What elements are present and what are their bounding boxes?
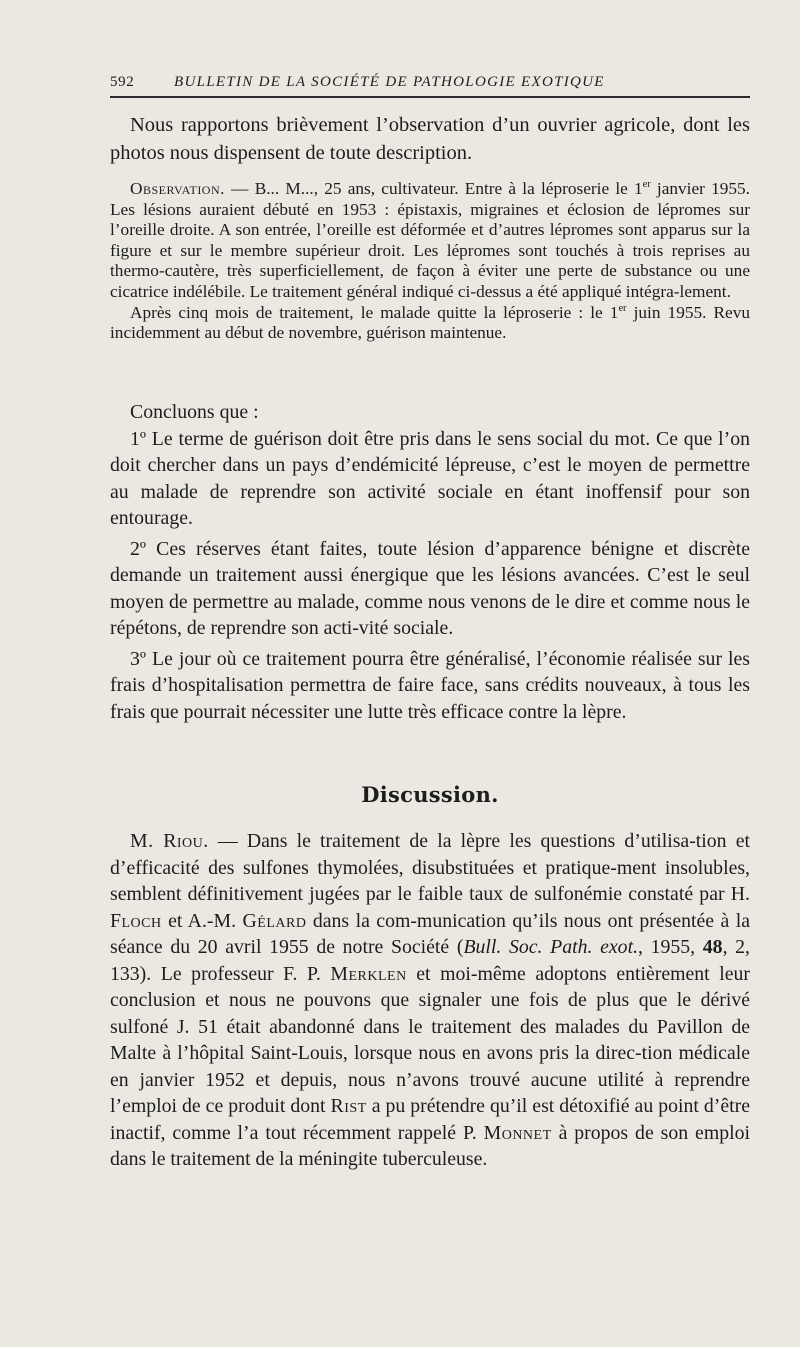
discussion-text: dans la com-munication qu’ils nous ont présentée à la séance du 20 avril 1955 de notre Société (: [110, 909, 750, 958]
discussion-text: , 1955,: [638, 936, 703, 958]
observation-label: Observation.: [130, 179, 225, 198]
discussion-text: , 2, 133). Le professeur F. P.: [110, 936, 750, 985]
discussion-paragraph: [110, 828, 750, 1173]
observation-text-c: Après cinq mois de traitement, le malade quitte la léproserie : le 1: [130, 302, 619, 322]
speaker-name: M. Riou.: [130, 830, 209, 852]
discussion-text: à propos de son emploi dans le traitement de la méningite tuberculeuse.: [110, 1121, 750, 1170]
observation-text-d: juin 1955. Revu incidemment au début de novembre, guérison maintenue.: [110, 302, 750, 343]
running-head: BULLETIN DE LA SOCIÉTÉ DE PATHOLOGIE EXOTIQUE: [174, 74, 605, 90]
page-header: [110, 68, 750, 96]
observation-dash: —: [224, 179, 255, 198]
author-name-gelard: Gélard: [242, 909, 307, 932]
page-number: 592: [110, 74, 135, 90]
author-name-floch: Floch: [110, 909, 162, 932]
discussion-dash: —: [208, 830, 247, 852]
intro-section: [110, 111, 750, 167]
observation-section: [110, 179, 750, 344]
discussion-section: [110, 828, 750, 1173]
conclusion-item: 2º Ces réserves étant faites, toute lésion d’apparence bénigne et discrète demande un traitement aussi énergique que les lésions avancées. C’est le seul moyen de permettre au malade, comme nous venons de le dire et comme nous le répétons, de reprendre son acti-vité sociale.: [110, 537, 750, 639]
observation-text-b: janvier 1955. Les lésions auraient débuté en 1953 : épistaxis, migraines et éclosion de lépromes sur l’oreille droite. A son entrée, l’oreille est déformée et d’autres lépromes sont apparus sur la figure et sur le membre supérieur droit. Les lépromes sont touchés à trois reprises au thermo-cautère, très superficiellement, de façon à éviter une perte de substance ou une cicatrice indélébile. Le traitement général indiqué ci-dessus a été appliqué intégra-lement.: [110, 179, 751, 301]
observation-text-a: B... M..., 25 ans, cultivateur. Entre à la léproserie le 1: [254, 179, 643, 198]
conclusion-item: 1º Le terme de guérison doit être pris dans le sens social du mot. Ce que l’on doit chercher dans un pays d’endémicité lépreuse, c’est le moyen de permettre au malade de reprendre son activité sociale en étant inoffensif pour son entourage.: [110, 427, 750, 529]
header-rule: [110, 96, 750, 98]
conclusions-intro: Concluons que :: [130, 401, 259, 423]
discussion-heading: Discussion.: [361, 782, 499, 807]
discussion-text: et moi-même adoptons entièrement leur conclusion et nous ne pouvons que signaler une fois de plus que le dérivé sulfoné J. 51 était abandonné dans le traitement des malades du Pavillon de Malte à l’hôpital Saint-Louis, lorsque nous en avons pris la direc-tion médicale en janvier 1952 et depuis, nous n’avons trouvé aucune utilité à reprendre l’emploi de ce produit dont: [110, 962, 750, 1117]
observation-sup-1: er: [642, 179, 651, 191]
observation-paragraph-2: [110, 303, 750, 344]
author-name-monnet: Monnet: [483, 1121, 552, 1144]
conclusions-section: [110, 399, 750, 725]
discussion-text: a pu prétendre qu’il est détoxifié au point d’être inactif, comme l’a tout récemment rappelé P.: [110, 1095, 750, 1144]
observation-sup-2: er: [618, 302, 627, 314]
intro-paragraph: Nous rapportons brièvement l’observation d’un ouvrier agricole, dont les photos nous dispensent de toute description.: [110, 114, 750, 164]
author-name-merklen: Merklen: [330, 962, 407, 985]
observation-paragraph-1: [110, 179, 750, 303]
author-name-rist: Rist: [330, 1095, 367, 1117]
journal-volume: 48: [702, 936, 723, 958]
conclusion-item: 3º Le jour où ce traitement pourra être généralisé, l’économie réalisée sur les frais d’hospitalisation permettra de faire face, sans crédits nouveaux, à tous les frais que pourrait nécessiter une lutte très efficace contre la lèpre.: [110, 647, 750, 723]
discussion-text: Dans le traitement de la lèpre les questions d’utilisa-tion et d’efficacité des sulfones thymolées, disubstituées et pratique-ment insolubles, semblent définitivement jugées par le faible taux de sulfonémie constaté par H.: [110, 830, 750, 905]
discussion-text: et A.-M.: [161, 909, 243, 932]
journal-citation: Bull. Soc. Path. exot.: [463, 936, 639, 958]
